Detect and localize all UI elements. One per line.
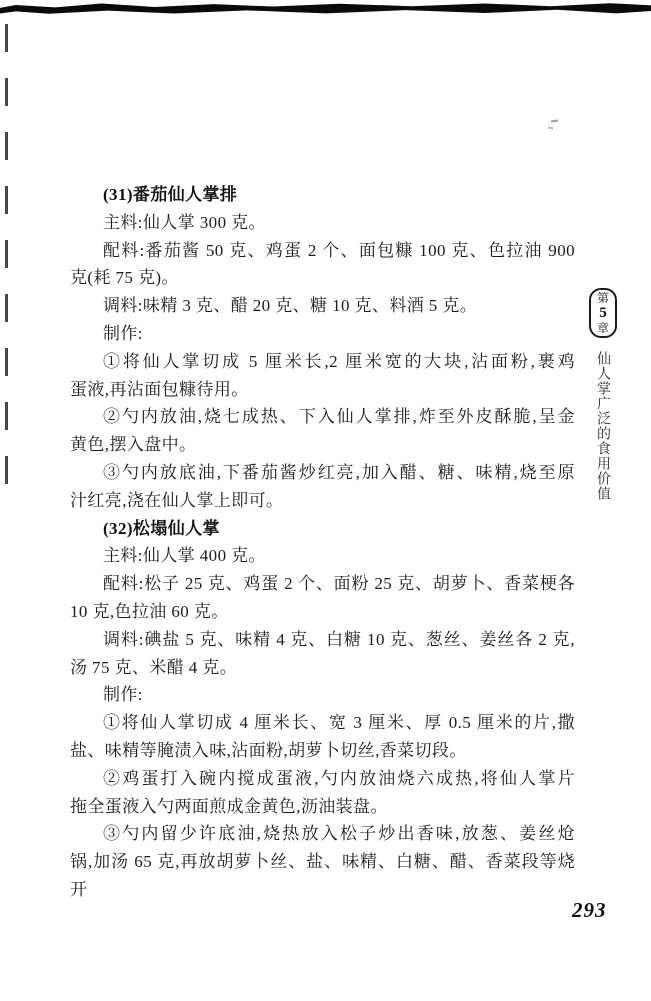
recipe-text-line: 配料:松子 25 克、鸡蛋 2 个、面粉 25 克、胡萝卜、香菜梗各 bbox=[103, 574, 575, 594]
recipe-text-line: 10 克,色拉油 60 克。 bbox=[70, 601, 229, 621]
chapter-badge bbox=[589, 288, 617, 338]
scan-artifact-smudge bbox=[548, 127, 553, 130]
recipe-text-line: ③勺内留少许底油,烧热放入松子炒出香味,放葱、姜丝炝 bbox=[103, 824, 575, 844]
recipe-text-line: 汁红亮,浇在仙人掌上即可。 bbox=[70, 490, 284, 510]
recipe-text-line: ②鸡蛋打入碗内搅成蛋液,勺内放油烧六成热,将仙人掌片 bbox=[103, 768, 575, 788]
chapter-badge-number: 5 bbox=[599, 304, 607, 321]
page-number: 293 bbox=[572, 898, 607, 922]
recipe-text-line: 黄色,摆入盘中。 bbox=[70, 435, 197, 455]
recipe-text-block bbox=[70, 181, 575, 899]
recipe-text-line: ②勺内放油,烧七成热、下入仙人掌排,炸至外皮酥脆,呈金 bbox=[103, 407, 575, 427]
chapter-title-vertical: 仙人掌广泛的食用价值 bbox=[595, 351, 610, 501]
recipe-text-line: 配料:番茄酱 50 克、鸡蛋 2 个、面包糠 100 克、色拉油 900 bbox=[103, 240, 575, 260]
scan-artifact-smudge bbox=[551, 120, 558, 123]
recipe-text-line: 主料:仙人掌 300 克。 bbox=[103, 212, 266, 232]
recipe-text-line: 蛋液,再沾面包糠待用。 bbox=[70, 379, 249, 399]
recipe-text-line: 拖全蛋液入勺两面煎成金黄色,沥油装盘。 bbox=[70, 796, 388, 816]
recipe-text-line: 锅,加汤 65 克,再放胡萝卜丝、盐、味精、白糖、醋、香菜段等烧开 bbox=[70, 852, 575, 899]
chapter-badge-char-top: 第 bbox=[596, 290, 609, 305]
recipe-text-line: 制作: bbox=[103, 323, 143, 343]
recipe-text-line: 调料:味精 3 克、醋 20 克、糖 10 克、料酒 5 克。 bbox=[103, 296, 478, 316]
recipe-text-line: 制作: bbox=[103, 685, 143, 705]
recipe-heading: (31)番茄仙人掌排 bbox=[103, 185, 238, 204]
chapter-badge-char-bottom: 章 bbox=[596, 320, 609, 335]
recipe-text-line: 主料:仙人掌 400 克。 bbox=[103, 546, 266, 566]
recipe-text-line: 盐、味精等腌渍入味,沾面粉,胡萝卜切丝,香菜切段。 bbox=[70, 740, 467, 760]
recipe-text-line: 汤 75 克、米醋 4 克。 bbox=[70, 657, 238, 677]
recipe-text-line: ③勺内放底油,下番茄酱炒红亮,加入醋、糖、味精,烧至原 bbox=[103, 462, 575, 482]
recipe-text-line: ①将仙人掌切成 4 厘米长、宽 3 厘米、厚 0.5 厘米的片,撒 bbox=[103, 713, 575, 733]
recipe-text-line: 克(耗 75 克)。 bbox=[70, 268, 179, 288]
scan-artifact-left-dashed-line bbox=[5, 24, 8, 492]
recipe-text-line: ①将仙人掌切成 5 厘米长,2 厘米宽的大块,沾面粉,裹鸡 bbox=[103, 351, 575, 371]
recipe-heading: (32)松塌仙人掌 bbox=[103, 518, 220, 538]
scan-artifact-top-edge bbox=[0, 2, 651, 14]
recipe-text-line: 调料:碘盐 5 克、味精 4 克、白糖 10 克、葱丝、姜丝各 2 克, bbox=[103, 629, 575, 649]
